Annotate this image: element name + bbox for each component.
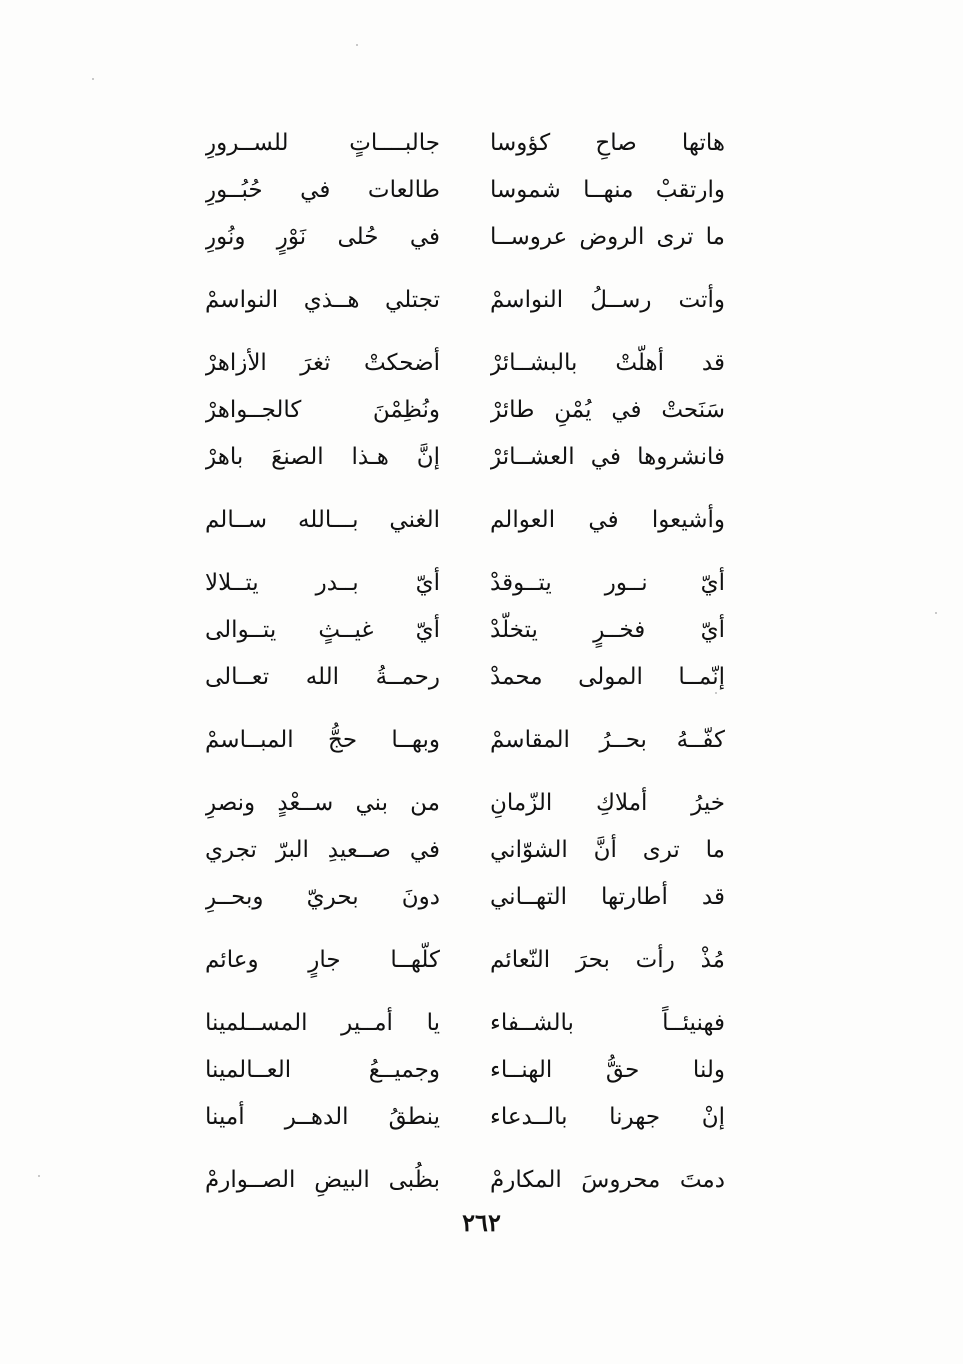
first-hemistich: ولنا حقُّ الهنــاء bbox=[490, 1057, 725, 1083]
verse-line bbox=[205, 1000, 725, 1047]
first-hemistich: كفّــهُ بحــرُ المقاسمْ bbox=[490, 727, 725, 753]
stanza-gap bbox=[205, 261, 725, 277]
verse-line bbox=[205, 340, 725, 387]
second-hemistich: بظُبى البيضِ الصــوارمْ bbox=[205, 1167, 440, 1193]
first-hemistich: إنْ جهرنا بالــدعاء bbox=[490, 1104, 725, 1130]
stanza-gap bbox=[205, 921, 725, 937]
verse-line bbox=[205, 120, 725, 167]
scan-speck bbox=[92, 78, 94, 80]
second-hemistich: رحمــةُ الله تعــالى bbox=[205, 664, 440, 690]
stanza bbox=[205, 340, 725, 481]
first-hemistich: وأشيعوا في العوالم bbox=[490, 507, 725, 533]
first-hemistich: سَنَحتْ في يُمْنِ طائرْ bbox=[490, 397, 725, 423]
first-hemistich: أيّ فخــرٍ يتخلّدْ bbox=[490, 617, 725, 643]
stanza bbox=[205, 717, 725, 764]
stanza bbox=[205, 560, 725, 701]
verse-line bbox=[205, 497, 725, 544]
scan-speck bbox=[38, 1175, 40, 1177]
verse-line bbox=[205, 874, 725, 921]
stanza-gap bbox=[205, 544, 725, 560]
verse-line bbox=[205, 434, 725, 481]
stanza bbox=[205, 120, 725, 261]
second-hemistich: من بني ســعْدٍ ونصرِ bbox=[205, 790, 440, 816]
second-hemistich: طالعات في حُبُــورِ bbox=[205, 177, 440, 203]
scan-speck bbox=[715, 692, 717, 694]
verse-line bbox=[205, 717, 725, 764]
verse-line bbox=[205, 277, 725, 324]
stanza-gap bbox=[205, 701, 725, 717]
first-hemistich: أيّ نــور يتــوقدْ bbox=[490, 570, 725, 596]
stanza-gap bbox=[205, 324, 725, 340]
first-hemistich: إنّمــا المولى محمدْ bbox=[490, 664, 725, 690]
page-number: ٢٦٢ bbox=[462, 1208, 501, 1237]
second-hemistich: في صــعيدِ البرّ تجري bbox=[205, 837, 440, 863]
stanza-gap bbox=[205, 1141, 725, 1157]
second-hemistich: ينطقُ الدهــر أمينا bbox=[205, 1104, 440, 1130]
first-hemistich: مُذْ رأت بحرَ النّعائم bbox=[490, 947, 725, 973]
first-hemistich: وارتقبْ منهــا شموسا bbox=[490, 177, 725, 203]
first-hemistich: قد أطارتها التهــاني bbox=[490, 884, 725, 910]
verse-line bbox=[205, 827, 725, 874]
first-hemistich: دمتَ محروسَ المكارمْ bbox=[490, 1167, 725, 1193]
verse-line bbox=[205, 167, 725, 214]
scan-speck bbox=[356, 44, 358, 46]
first-hemistich: ما ترى الروض عروســا bbox=[490, 224, 725, 250]
second-hemistich: الغني بـــالله ســالم bbox=[205, 507, 440, 533]
verse-line bbox=[205, 214, 725, 261]
stanza bbox=[205, 937, 725, 984]
second-hemistich: كلّهــا جارٍ وعائم bbox=[205, 947, 440, 973]
stanza bbox=[205, 780, 725, 921]
first-hemistich: هاتها صاحِ كؤوسا bbox=[490, 130, 725, 156]
first-hemistich: فهنيئــاً بالشــفاء bbox=[490, 1010, 725, 1036]
second-hemistich: أيّ غيــثٍ يتــوالى bbox=[205, 617, 440, 643]
verse-line bbox=[205, 937, 725, 984]
verse-line bbox=[205, 1157, 725, 1204]
second-hemistich: أيّ بــدر يتــلالا bbox=[205, 570, 440, 596]
first-hemistich: ما ترى أنَّ الشوّاني bbox=[490, 837, 725, 863]
second-hemistich: ونُظِمْنَ كالجــواهرْ bbox=[205, 397, 440, 423]
stanza bbox=[205, 1000, 725, 1141]
second-hemistich: وبهــا حجُّ المبــاسمْ bbox=[205, 727, 440, 753]
second-hemistich: في حُلى نَوْرٍ ونُورِ bbox=[205, 224, 440, 250]
second-hemistich: دونَ بحريّ وبحــرِ bbox=[205, 884, 440, 910]
poem-body bbox=[205, 120, 725, 1204]
verse-line bbox=[205, 560, 725, 607]
stanza bbox=[205, 497, 725, 544]
first-hemistich: خيرُ أملاكِ الزّمانِ bbox=[490, 790, 725, 816]
stanza-gap bbox=[205, 984, 725, 1000]
second-hemistich: إنَّ هـذا الصنعَ باهرْ bbox=[205, 444, 440, 470]
verse-line bbox=[205, 654, 725, 701]
second-hemistich: جالبــــاتٍ للســرورِ bbox=[205, 130, 440, 156]
scan-speck bbox=[935, 612, 937, 614]
first-hemistich: فانشروها في العشــائرْ bbox=[490, 444, 725, 470]
verse-line bbox=[205, 607, 725, 654]
stanza bbox=[205, 1157, 725, 1204]
second-hemistich: وجميــعُ العــالمينا bbox=[205, 1057, 440, 1083]
second-hemistich: يا أمــير المســلمينا bbox=[205, 1010, 440, 1036]
stanza bbox=[205, 277, 725, 324]
verse-line bbox=[205, 1094, 725, 1141]
stanza-gap bbox=[205, 764, 725, 780]
second-hemistich: تجتلي هــذي النواسمْ bbox=[205, 287, 440, 313]
verse-line bbox=[205, 1047, 725, 1094]
verse-line bbox=[205, 387, 725, 434]
first-hemistich: وأتت رســلُ النواسمْ bbox=[490, 287, 725, 313]
stanza-gap bbox=[205, 481, 725, 497]
first-hemistich: قد أهلّتْ بالبشــائرْ bbox=[490, 350, 725, 376]
second-hemistich: أضحكتْ ثغرَ الأزاهرْ bbox=[205, 350, 440, 376]
verse-line bbox=[205, 780, 725, 827]
